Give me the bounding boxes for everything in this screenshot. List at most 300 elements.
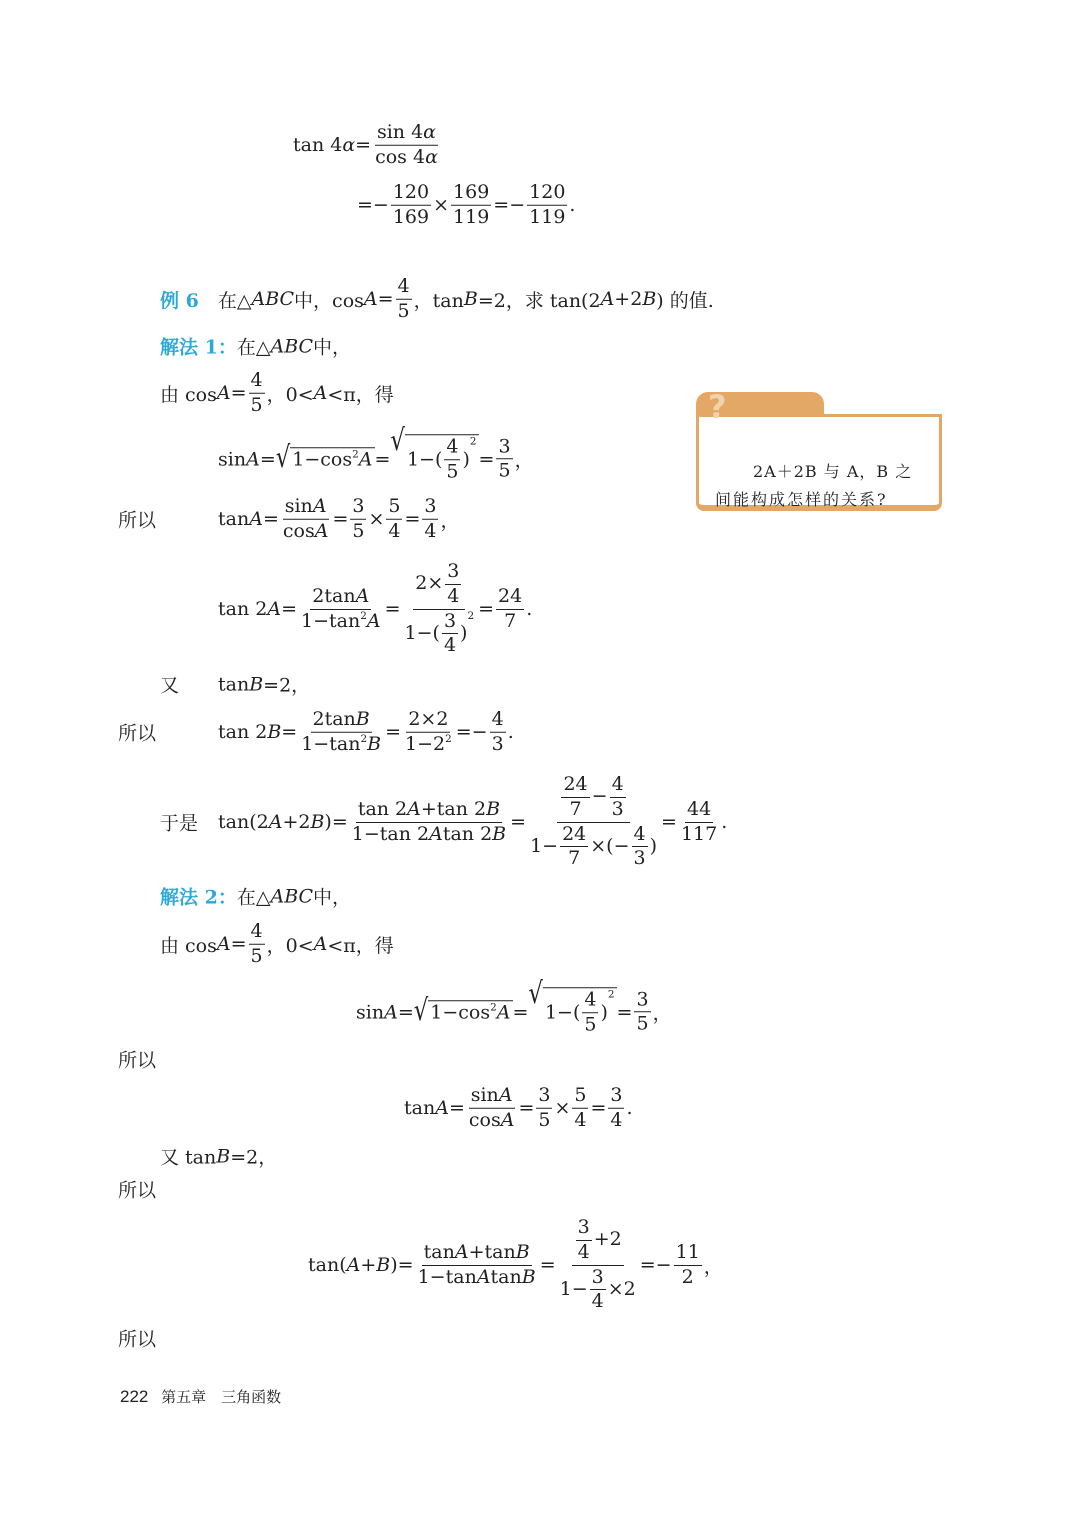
math-text: = bbox=[281, 721, 298, 743]
superscript: 2 bbox=[360, 732, 368, 745]
math-variable: A bbox=[496, 1001, 511, 1024]
denominator bbox=[299, 610, 383, 634]
math-text: =− bbox=[493, 194, 526, 216]
math-text: . bbox=[526, 598, 533, 620]
numerator bbox=[422, 495, 438, 520]
math-variable: B bbox=[492, 822, 507, 845]
square-root bbox=[275, 441, 375, 476]
math-text: = bbox=[385, 721, 401, 743]
fraction bbox=[299, 708, 383, 757]
fraction bbox=[528, 773, 659, 871]
s1-sinA bbox=[218, 424, 534, 484]
denominator bbox=[373, 146, 440, 170]
s1-result bbox=[218, 773, 727, 871]
numerator bbox=[396, 275, 412, 300]
math-variable: A bbox=[268, 811, 283, 833]
section-label: 例 6 bbox=[160, 289, 199, 312]
denominator bbox=[566, 847, 582, 871]
math-text: 1− bbox=[559, 1277, 588, 1300]
denominator bbox=[350, 823, 508, 847]
radicand bbox=[428, 1001, 512, 1024]
solution-2-heading bbox=[160, 883, 351, 910]
page-number: 222 bbox=[120, 1387, 149, 1406]
math-variable: A bbox=[407, 797, 421, 820]
math-text: )= bbox=[324, 811, 348, 833]
math-text: tan( bbox=[308, 1254, 347, 1276]
math-variable: ABC bbox=[270, 335, 314, 357]
math-text: 所以 bbox=[118, 722, 157, 745]
numerator bbox=[674, 1241, 702, 1266]
fraction bbox=[249, 920, 265, 969]
math-text: +2 bbox=[282, 811, 311, 833]
math-text: 3 bbox=[424, 494, 437, 517]
math-text: sin bbox=[470, 1083, 499, 1106]
math-text: )= bbox=[390, 1254, 414, 1276]
fraction bbox=[561, 773, 589, 822]
denominator bbox=[451, 206, 491, 230]
math-text: cos 4 bbox=[375, 145, 426, 168]
fraction bbox=[386, 495, 402, 544]
denominator bbox=[444, 460, 460, 484]
fraction bbox=[391, 181, 431, 230]
fraction bbox=[536, 1084, 552, 1133]
denominator bbox=[679, 823, 719, 847]
fraction bbox=[582, 988, 598, 1037]
denominator bbox=[403, 610, 477, 659]
fraction bbox=[560, 823, 588, 872]
numerator bbox=[572, 1216, 624, 1266]
math-text: 4 bbox=[611, 773, 624, 795]
math-text: 又 tan bbox=[160, 1146, 217, 1169]
superscript: 2 bbox=[607, 988, 615, 1001]
math-text: 1−tan bbox=[417, 1265, 477, 1288]
math-variable: α bbox=[423, 120, 437, 143]
math-text: 4 bbox=[397, 274, 410, 297]
math-text: 3 bbox=[610, 1083, 623, 1106]
s1-thus-label bbox=[160, 809, 198, 836]
math-text: =2， bbox=[230, 1146, 278, 1169]
fraction bbox=[299, 585, 383, 634]
math-text: 120 bbox=[392, 180, 430, 203]
radicand bbox=[543, 987, 617, 1037]
math-text: <π，得 bbox=[327, 383, 394, 406]
numerator bbox=[496, 585, 524, 610]
radical-sign-icon: √ bbox=[275, 441, 291, 476]
math-text: ) bbox=[462, 448, 470, 471]
math-variable: B bbox=[367, 732, 382, 755]
math-text: 3 bbox=[498, 434, 511, 457]
denominator bbox=[490, 733, 506, 757]
math-text: 120 bbox=[529, 180, 566, 203]
question-mark-icon: ? bbox=[708, 388, 727, 426]
math-text: = bbox=[377, 288, 394, 310]
numerator bbox=[576, 1216, 592, 1241]
fraction bbox=[350, 798, 508, 847]
denominator bbox=[527, 206, 567, 230]
math-text: +2 bbox=[614, 288, 643, 310]
math-variable: A bbox=[313, 933, 328, 955]
example-6-statement bbox=[160, 275, 714, 324]
math-text: 1− bbox=[530, 834, 559, 857]
math-text: + bbox=[360, 1254, 377, 1276]
denominator bbox=[582, 1013, 598, 1037]
math-text: tan bbox=[490, 1265, 522, 1288]
superscript: 2 bbox=[467, 609, 475, 622]
math-text: 中，cos bbox=[294, 289, 364, 312]
math-text: = bbox=[404, 508, 421, 530]
math-text: 4 bbox=[591, 1290, 604, 1313]
math-text: . bbox=[721, 811, 728, 833]
math-variable: A bbox=[346, 1254, 361, 1276]
math-text: sin bbox=[284, 494, 313, 517]
denominator bbox=[391, 206, 431, 230]
fraction bbox=[373, 121, 440, 170]
math-text: tan bbox=[218, 508, 250, 530]
math-text: 1−tan bbox=[301, 732, 361, 755]
math-text: 所以 bbox=[118, 1179, 157, 1202]
numerator bbox=[496, 435, 512, 460]
math-text: = bbox=[281, 598, 297, 620]
math-text: tan bbox=[404, 1097, 436, 1119]
numerator bbox=[527, 181, 567, 206]
math-variable: A bbox=[313, 382, 328, 404]
math-text: . bbox=[507, 721, 514, 743]
math-text: = bbox=[397, 1001, 414, 1023]
math-text: 4 bbox=[574, 1108, 587, 1131]
numerator bbox=[413, 560, 465, 610]
denominator bbox=[299, 733, 383, 757]
square-root bbox=[390, 424, 478, 484]
math-text: ) bbox=[600, 1001, 608, 1024]
section-label: 解法 1： bbox=[160, 336, 237, 359]
math-text: 1−cos bbox=[430, 1001, 491, 1024]
math-text: 4 bbox=[250, 368, 263, 391]
math-text: 5 bbox=[250, 944, 263, 967]
math-text: 4 bbox=[443, 634, 457, 657]
math-text: 3 bbox=[538, 1083, 551, 1106]
superscript: 2 bbox=[469, 435, 477, 448]
math-text: × bbox=[554, 1097, 571, 1119]
math-text: 在△ bbox=[198, 289, 252, 312]
math-text: ×(− bbox=[590, 834, 630, 857]
solution-1-heading bbox=[160, 333, 351, 360]
math-text: . bbox=[626, 1097, 633, 1119]
math-text: = bbox=[259, 448, 276, 470]
math-text: 于是 bbox=[160, 812, 199, 835]
denominator bbox=[610, 798, 626, 822]
math-text: 4 bbox=[633, 822, 646, 845]
fraction bbox=[350, 495, 366, 544]
numerator bbox=[632, 823, 648, 848]
math-text: = bbox=[510, 811, 527, 833]
fraction bbox=[444, 435, 460, 484]
math-text: tan 4 bbox=[293, 134, 343, 156]
math-variable: ABC bbox=[270, 885, 314, 907]
math-text: 4 bbox=[610, 1108, 623, 1131]
tip-text-line-1: 2A＋2B 与 A，B 之 bbox=[753, 462, 913, 481]
math-text: 1−2 bbox=[404, 732, 446, 755]
math-text: sin 4 bbox=[376, 120, 424, 143]
math-text: 3 bbox=[352, 494, 365, 517]
fraction bbox=[445, 560, 461, 609]
math-text: 44 bbox=[687, 797, 712, 820]
numerator bbox=[590, 1266, 606, 1291]
numerator bbox=[444, 435, 460, 460]
math-text: 169 bbox=[392, 205, 430, 228]
math-text: tan(2 bbox=[218, 811, 269, 833]
math-text: +tan 2 bbox=[420, 797, 487, 820]
math-variable: A bbox=[216, 933, 231, 955]
fraction bbox=[632, 823, 648, 872]
math-text: ×2 bbox=[607, 1277, 636, 1300]
math-text: 2×2 bbox=[408, 707, 449, 730]
math-variable: B bbox=[515, 1240, 530, 1263]
fraction bbox=[610, 773, 626, 822]
numerator bbox=[608, 1084, 624, 1109]
numerator bbox=[451, 181, 491, 206]
math-variable: A bbox=[267, 598, 282, 620]
math-text: 5 bbox=[250, 393, 263, 416]
math-variable: A bbox=[314, 519, 329, 542]
math-text: 5 bbox=[636, 1012, 649, 1035]
denominator bbox=[680, 1266, 696, 1290]
math-text: 5 bbox=[538, 1108, 551, 1131]
fraction bbox=[558, 1216, 638, 1314]
fraction bbox=[422, 495, 438, 544]
s1-tanA bbox=[218, 495, 460, 544]
math-text: 又 bbox=[160, 674, 180, 697]
math-text: 4 bbox=[446, 435, 459, 458]
denominator bbox=[558, 1266, 638, 1315]
math-text: 所以 bbox=[118, 509, 157, 532]
math-text: <π，得 bbox=[327, 934, 394, 957]
denominator bbox=[568, 798, 584, 822]
math-text: 5 bbox=[388, 494, 401, 517]
section-label: 解法 2： bbox=[160, 886, 237, 909]
math-text: ，0< bbox=[266, 383, 314, 406]
math-text: ，tan bbox=[413, 289, 464, 312]
math-text: 2× bbox=[415, 572, 444, 595]
math-text: 119 bbox=[529, 205, 566, 228]
s2-so-label-2 bbox=[118, 1176, 156, 1203]
math-text: 3 bbox=[443, 609, 457, 632]
math-text: × bbox=[433, 194, 450, 216]
math-text: ) bbox=[649, 834, 658, 857]
math-variable: α bbox=[342, 134, 356, 156]
math-text: tan 2 bbox=[357, 797, 408, 820]
math-text: = bbox=[512, 1001, 529, 1023]
math-text: 3 bbox=[447, 560, 460, 582]
math-text: 24 bbox=[563, 773, 588, 795]
radical-sign-icon: √ bbox=[390, 424, 405, 459]
math-text: = bbox=[518, 1097, 535, 1119]
math-variable: B bbox=[355, 707, 370, 730]
math-text: 3 bbox=[633, 847, 646, 870]
math-text: 1−tan 2 bbox=[351, 822, 430, 845]
math-text: = bbox=[332, 508, 349, 530]
math-text: 所以 bbox=[118, 1328, 157, 1351]
fraction bbox=[281, 495, 331, 544]
math-text: cos bbox=[282, 519, 315, 542]
math-text: ， bbox=[440, 509, 460, 532]
math-text: 5 bbox=[397, 299, 410, 322]
denominator bbox=[572, 1109, 588, 1133]
math-text: 4 bbox=[424, 519, 437, 542]
math-text: 24 bbox=[562, 822, 587, 845]
fraction bbox=[396, 275, 412, 324]
math-text: 7 bbox=[569, 797, 582, 820]
math-text: = bbox=[230, 382, 247, 404]
superscript: 2 bbox=[360, 609, 367, 622]
numerator bbox=[406, 708, 450, 733]
math-variable: A bbox=[246, 448, 260, 470]
denominator bbox=[249, 945, 265, 969]
math-variable: A bbox=[355, 584, 370, 607]
fraction bbox=[634, 988, 650, 1037]
fraction bbox=[496, 585, 524, 634]
denominator bbox=[632, 847, 648, 871]
math-text: ) bbox=[460, 621, 468, 644]
math-variable: A bbox=[435, 1097, 449, 1119]
math-text: tan bbox=[218, 673, 250, 695]
denominator bbox=[249, 394, 265, 418]
math-text: ， bbox=[703, 1255, 723, 1278]
math-text: =− bbox=[455, 721, 488, 743]
tip-text-line-2: 间能构成怎样的关系? bbox=[715, 490, 888, 509]
math-text: cos bbox=[468, 1108, 501, 1131]
numerator bbox=[445, 560, 461, 585]
denominator bbox=[422, 520, 438, 544]
math-variable: B bbox=[249, 673, 264, 695]
math-text: 169 bbox=[453, 180, 490, 203]
denominator bbox=[281, 520, 331, 544]
fraction bbox=[527, 181, 567, 230]
math-text: 3 bbox=[491, 732, 504, 755]
math-text: × bbox=[368, 508, 385, 530]
math-variable: A bbox=[500, 1108, 515, 1131]
math-text: 1−cos bbox=[292, 448, 353, 471]
denominator bbox=[536, 1109, 552, 1133]
math-text: sin bbox=[356, 1001, 385, 1023]
math-text: 4 bbox=[584, 988, 597, 1011]
math-text: 3 bbox=[577, 1216, 590, 1238]
fraction bbox=[442, 610, 458, 659]
radicand bbox=[290, 448, 374, 471]
math-variable: A bbox=[454, 1240, 469, 1263]
square-root bbox=[528, 977, 616, 1037]
numerator bbox=[634, 988, 650, 1013]
fraction bbox=[608, 1084, 624, 1133]
math-variable: A bbox=[358, 448, 373, 471]
math-text: 5 bbox=[352, 519, 365, 542]
numerator bbox=[582, 988, 598, 1013]
numerator bbox=[249, 369, 265, 394]
math-text: 4 bbox=[250, 919, 263, 942]
s1-so-label-2 bbox=[118, 719, 156, 746]
s2-so-label bbox=[118, 1046, 156, 1073]
math-text: = bbox=[448, 1097, 465, 1119]
superscript: 2 bbox=[490, 1001, 497, 1014]
math-text: +2 bbox=[593, 1228, 622, 1251]
math-text: 中， bbox=[313, 886, 352, 909]
fraction bbox=[403, 560, 477, 658]
math-text: 7 bbox=[504, 609, 517, 632]
denominator bbox=[590, 1290, 606, 1314]
numerator bbox=[283, 495, 329, 520]
denominator bbox=[445, 585, 461, 609]
numerator bbox=[350, 495, 366, 520]
math-variable: ABC bbox=[251, 288, 295, 310]
math-variable: A bbox=[429, 822, 443, 845]
math-text: 3 bbox=[591, 1265, 604, 1288]
chapter-title: 第五章 三角函数 bbox=[161, 1388, 282, 1406]
math-text: = bbox=[478, 598, 495, 620]
square-root bbox=[413, 994, 513, 1029]
math-text: ， bbox=[652, 1002, 672, 1025]
math-text: 在△ bbox=[236, 886, 271, 909]
math-text: ， bbox=[514, 449, 534, 472]
numerator bbox=[386, 495, 402, 520]
numerator bbox=[375, 121, 438, 146]
math-text: 所以 bbox=[118, 1049, 157, 1072]
denominator bbox=[442, 634, 458, 658]
numerator bbox=[557, 773, 629, 823]
math-variable: A bbox=[476, 1265, 491, 1288]
numerator bbox=[610, 773, 626, 798]
math-text: = bbox=[384, 598, 401, 620]
math-text: 3 bbox=[636, 987, 649, 1010]
math-variable: A bbox=[366, 609, 381, 632]
math-text: 5 bbox=[584, 1013, 597, 1035]
math-text: 4 bbox=[388, 519, 401, 542]
numerator bbox=[560, 823, 588, 848]
denominator bbox=[396, 300, 412, 324]
math-text: 2tan bbox=[312, 584, 356, 607]
math-text: ，0< bbox=[266, 934, 314, 957]
fraction bbox=[249, 369, 265, 418]
math-text: 1−( bbox=[406, 448, 443, 471]
numerator bbox=[469, 1084, 515, 1109]
s2-so-label-3 bbox=[118, 1325, 156, 1352]
math-variable: A bbox=[600, 288, 615, 310]
numerator bbox=[561, 773, 589, 798]
denominator bbox=[576, 1241, 592, 1265]
numerator bbox=[572, 1084, 588, 1109]
math-text: 中， bbox=[313, 336, 352, 359]
math-text: 在△ bbox=[236, 336, 271, 359]
tip-body bbox=[696, 414, 942, 511]
math-variable: B bbox=[486, 797, 501, 820]
math-text: tan 2 bbox=[218, 598, 268, 620]
eq-tan4a bbox=[293, 121, 442, 170]
math-text: tan bbox=[423, 1240, 455, 1263]
math-text: =− bbox=[357, 194, 389, 216]
fraction bbox=[572, 1084, 588, 1133]
math-text: 4 bbox=[447, 584, 460, 607]
denominator bbox=[386, 520, 402, 544]
fraction bbox=[590, 1266, 606, 1315]
numerator bbox=[311, 708, 372, 733]
superscript: 2 bbox=[445, 732, 452, 745]
math-text: − bbox=[591, 785, 608, 808]
math-text: = bbox=[478, 448, 495, 470]
math-variable: B bbox=[310, 811, 325, 833]
math-text: 1−( bbox=[544, 1001, 581, 1024]
s1-given bbox=[160, 369, 394, 418]
numerator bbox=[422, 1241, 532, 1266]
math-text: 1−( bbox=[404, 621, 440, 644]
denominator bbox=[350, 520, 366, 544]
